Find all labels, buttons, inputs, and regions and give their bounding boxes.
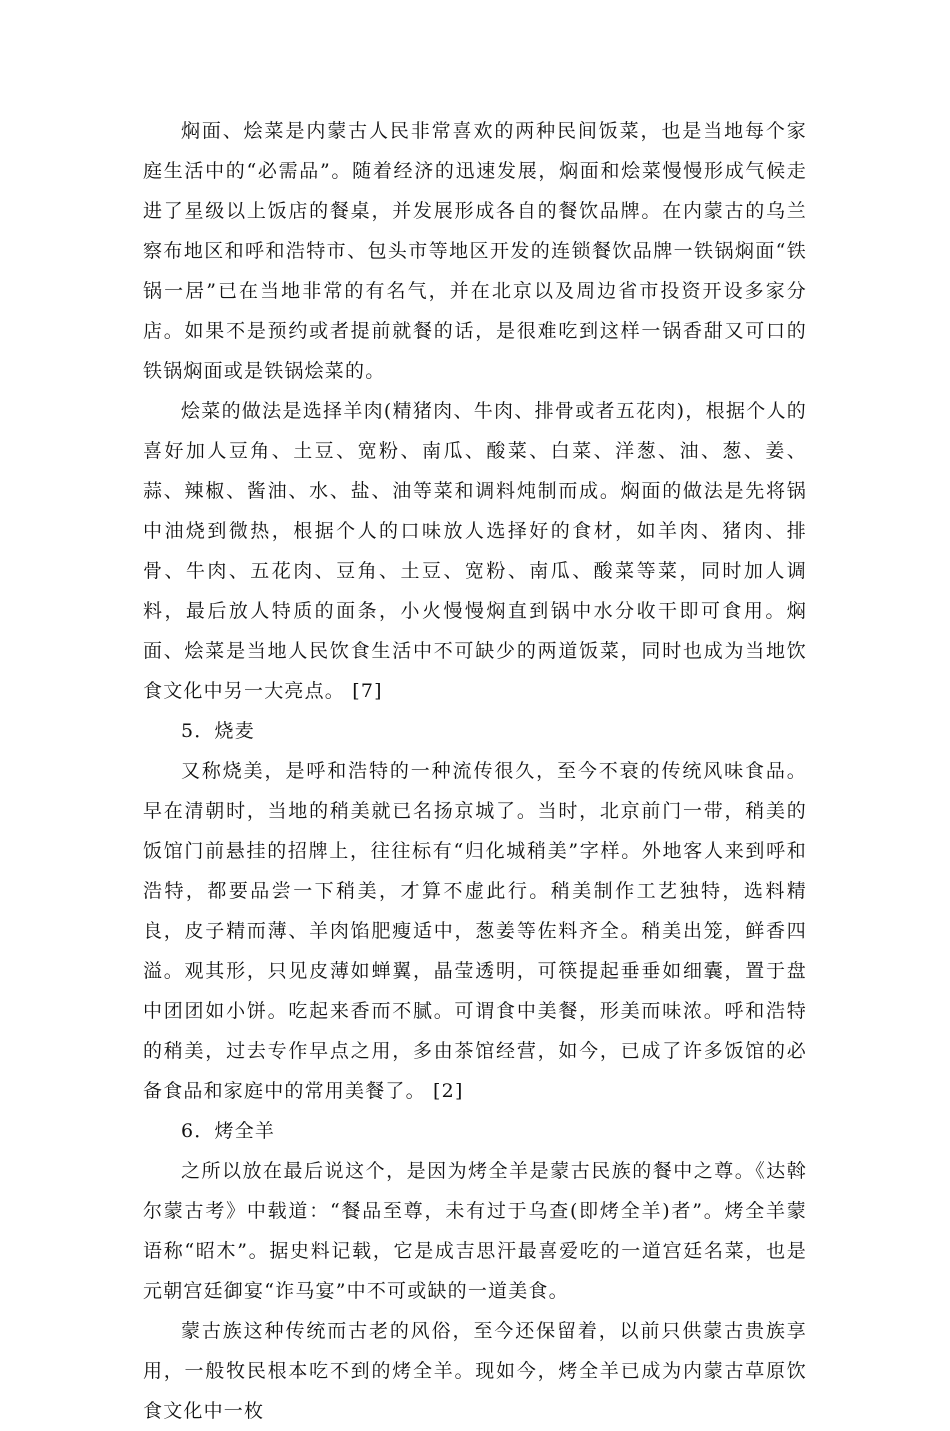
paragraph-menmian-huicai-intro: 焖面、烩菜是内蒙古人民非常喜欢的两种民间饭菜，也是当地每个家庭生活中的“必需品”。随着经济的迅速发展，焖面和烩菜慢慢形成气候走进了星级以上饭店的餐桌，并发展形成各自的餐饮品牌。在内蒙古的乌兰察布地区和呼和浩特市、包头市等地区开发的连锁餐饮品牌一铁锅焖面“铁锅一居”已在当地非常的有名气，并在北京以及周边省市投资开设多家分店。如果不是预约或者提前就餐的话，是很难吃到这样一锅香甜又可口的铁锅焖面或是铁锅烩菜的。	[143, 120, 807, 382]
section-heading-roast-lamb: 6．烤全羊	[181, 1120, 276, 1142]
paragraph-huicai-method: 烩菜的做法是选择羊肉(精猪肉、牛肉、排骨或者五花肉)，根据个人的喜好加人豆角、土豆、宽粉、南瓜、酸菜、白菜、洋葱、油、葱、姜、蒜、辣椒、酱油、水、盐、油等菜和调料炖制而成。焖面的做法是先将锅中油烧到微热，根据个人的口味放人选择好的食材，如羊肉、猪肉、排骨、牛肉、五花肉、豆角、土豆、宽粉、南瓜、酸菜等菜，同时加人调料，最后放人特质的面条，小火慢慢焖直到锅中水分收干即可食用。焖面、烩菜是当地人民饮食生活中不可缺少的两道饭菜，同时也成为当地饮食文化中另一大亮点。 [7]	[143, 400, 807, 702]
section-heading-shaomai: 5．烧麦	[181, 720, 255, 742]
document-body	[143, 111, 807, 1431]
paragraph-roast-lamb-origin: 之所以放在最后说这个，是因为烤全羊是蒙古民族的餐中之尊。《达斡尔蒙古考》中载道：“餐品至尊，未有过于乌查(即烤全羊)者”。烤全羊蒙语称“昭木”。据史料记载，它是成吉思汗最喜爱吃的一道宫廷名菜，也是元朝宫廷御宴“诈马宴”中不可或缺的一道美食。	[143, 1160, 807, 1302]
paragraph-shaomai: 又称烧美，是呼和浩特的一种流传很久，至今不衰的传统风味食品。早在清朝时，当地的稍美就已名扬京城了。当时，北京前门一带，稍美的饭馆门前悬挂的招牌上，往往标有“归化城稍美”字样。外地客人来到呼和浩特，都要品尝一下稍美，才算不虚此行。稍美制作工艺独特，选料精良，皮子精而薄、羊肉馅肥瘦适中，葱姜等佐料齐全。稍美出笼，鲜香四溢。观其形，只见皮薄如蝉翼，晶莹透明，可筷提起垂垂如细囊，置于盘中团团如小饼。吃起来香而不腻。可谓食中美餐，形美而味浓。呼和浩特的稍美，过去专作早点之用，多由茶馆经营，如今，已成了许多饭馆的必备食品和家庭中的常用美餐了。 [2]	[143, 760, 807, 1102]
paragraph-roast-lamb-custom: 蒙古族这种传统而古老的风俗，至今还保留着，以前只供蒙古贵族享用，一般牧民根本吃不到的烤全羊。现如今，烤全羊已成为内蒙古草原饮食文化中一枚	[143, 1320, 807, 1422]
